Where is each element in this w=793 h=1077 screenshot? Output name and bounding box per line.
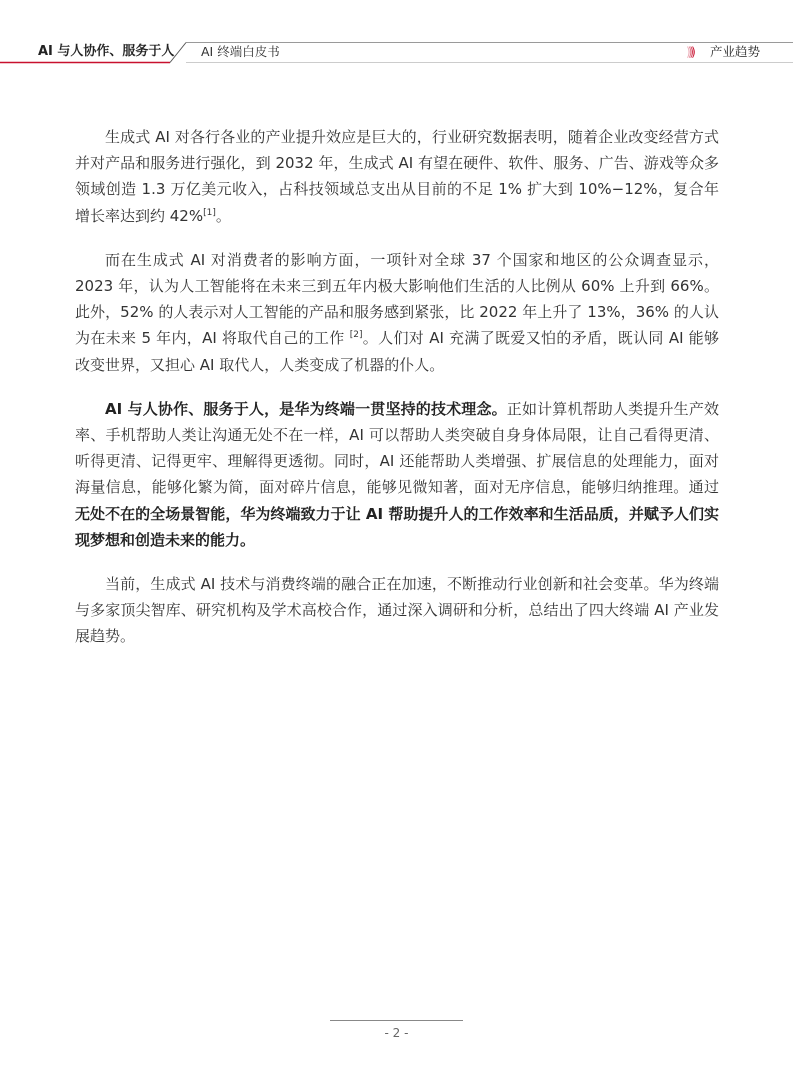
header-section-name: 产业趋势 [710,44,761,59]
paragraph-text: 正如计算机帮助人类提升生产效率、手机帮助人类让沟通无处不在一样，AI 可以帮助人类突破自身身体局限，让自己看得更清、听得更清、记得更牢、理解得更透彻。同时，AI 还能帮助人类增强、扩展信息的处理能力，面对海量信息，能够化繁为简，面对碎片信息，能够见微知著，面对无序信息，能够归纳推理。通过 [75,399,719,497]
bold-text: AI 与人协作、服务于人，是华为终端一贯坚持的技术理念。 [105,399,507,418]
paragraph-text: 而在生成式 AI 对消费者的影响方面，一项针对全球 37 个国家和地区的公众调查显示，2023 年，认为人工智能将在未来三到五年内极大影响他们生活的人比例从 60% 上升到 66%。此外，52% 的人表示对人工智能的产品和服务感到紧张，比 2022 年上升了 13%，36% 的人认为在未来 5 年内，AI 将取代自己的工作 [75,250,719,348]
paragraph-4 [75,571,719,650]
paragraph-text: 。 [215,206,231,225]
page-content [75,124,719,668]
header-title: AI 与人协作、服务于人 [38,44,175,59]
footer-divider [330,1020,463,1021]
chevron-right-icon: )))) [686,45,693,59]
bold-text: 无处不在的全场景智能，华为终端致力于让 AI 帮助提升人的工作效率和生活品质，并赋予人们实现梦想和创造未来的能力。 [75,504,719,549]
paragraph-3 [75,396,719,553]
paragraph-text: 。人们对 AI 充满了既爱又怕的矛盾，既认同 AI 能够改变世界，又担心 AI 取代人，人类变成了机器的仆人。 [75,329,719,374]
page-number: - 2 - [384,1026,409,1040]
page-header [0,0,793,70]
paragraph-text: 当前，生成式 AI 技术与消费终端的融合正在加速，不断推动行业创新和社会变革。华为终端与多家顶尖智库、研究机构及学术高校合作，通过深入调研和分析，总结出了四大终端 AI 产业发展趋势。 [75,575,719,646]
paragraph-1 [75,124,719,229]
header-document-name: AI 终端白皮书 [201,44,280,59]
citation-reference[interactable]: [1] [203,207,216,218]
citation-reference[interactable]: [2] [349,330,363,341]
paragraph-2 [75,247,719,378]
paragraph-text: 生成式 AI 对各行各业的产业提升效应是巨大的，行业研究数据表明，随着企业改变经营方式并对产品和服务进行强化，到 2032 年，生成式 AI 有望在硬件、软件、服务、广告、游戏等众多领域创造 1.3 万亿美元收入，占科技领域总支出从目前的不足 1% 扩大到 10%−12%，复合年增长率达到约 42% [75,128,719,225]
